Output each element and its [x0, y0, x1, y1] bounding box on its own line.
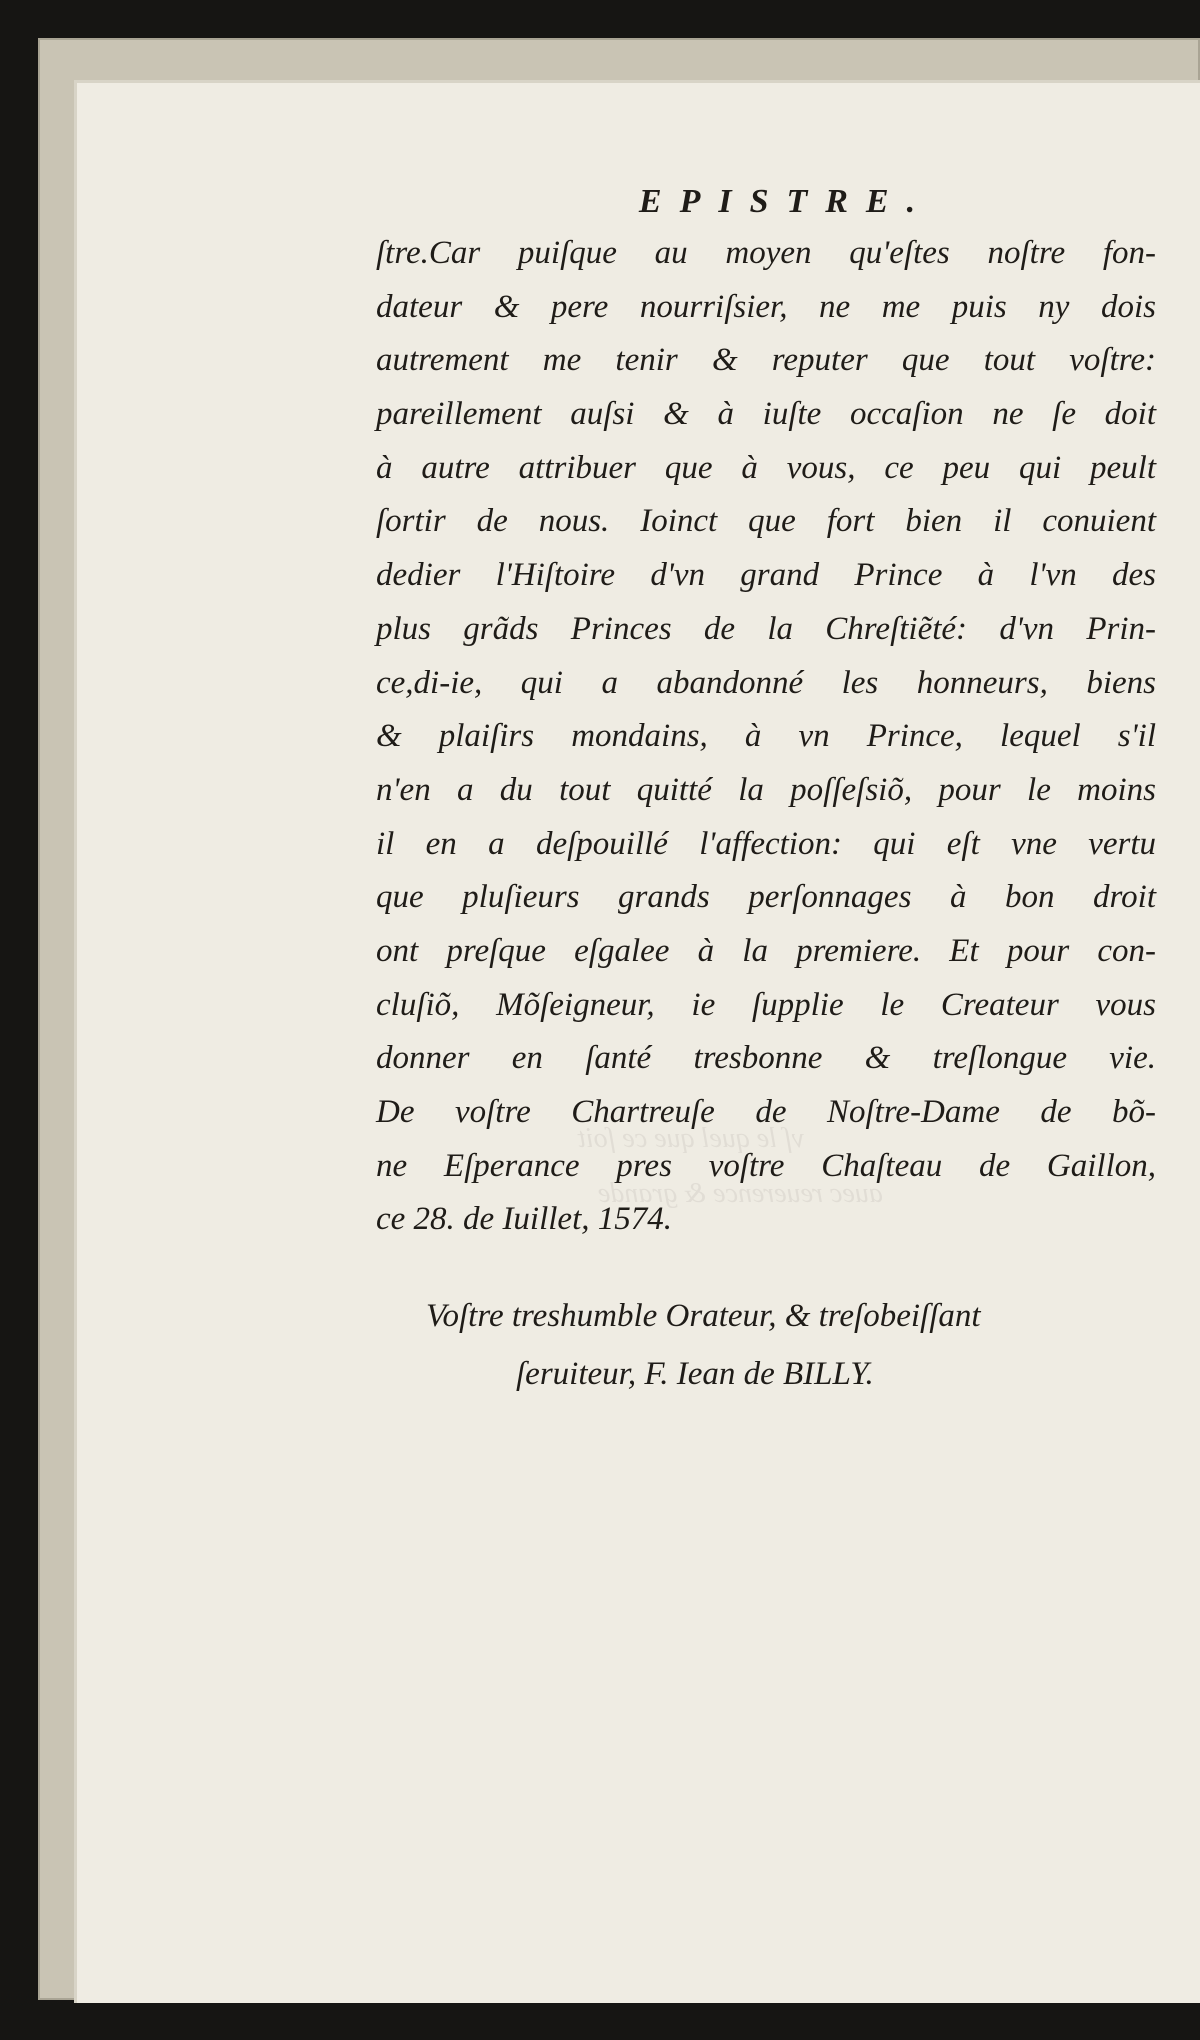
show-through-text: vſ le quel que ce ſoit	[578, 1123, 805, 1154]
text-line: donner en ſanté tresbonne & treſlongue vie.	[376, 1040, 1156, 1077]
signature-block	[376, 1287, 1156, 1403]
text-line: plus grãds Princes de la Chreſtiẽté: d'vn Prin-	[376, 610, 1156, 647]
signoff-line: ſeruiteur, F. Iean de BILLY.	[516, 1356, 874, 1393]
text-line: ce 28. de Iuillet, 1574.	[376, 1201, 673, 1238]
text-line: ne Eſperance pres voſtre Chaſteau de Gaillon,	[376, 1147, 1156, 1184]
text-line: ont preſque eſgalee à la premiere. Et pour con-	[376, 932, 1156, 969]
text-line: De voſtre Chartreuſe de Noſtre-Dame de bõ-	[376, 1094, 1156, 1130]
text-line: & plaiſirs mondains, à vn Prince, lequel s'il	[376, 718, 1156, 755]
text-line: dateur & pere nourriſsier, ne me puis ny dois	[376, 288, 1156, 325]
book-page	[38, 38, 1200, 2000]
epistle-text	[376, 183, 1156, 1403]
text-line: dedier l'Hiſtoire d'vn grand Prince à l'vn des	[376, 557, 1156, 594]
text-line: cluſiõ, Mõſeigneur, ie ſupplie le Createur vous	[376, 986, 1156, 1023]
text-line: il en a deſpouillé l'affection: qui eſt vne vertu	[376, 825, 1156, 862]
signoff-line: Voſtre treshumble Orateur, & treſobeiſſant	[426, 1298, 981, 1335]
running-head: EPISTRE.	[638, 183, 934, 220]
text-line: pareillement auſsi & à iuſte occaſion ne ſe doit	[376, 396, 1156, 433]
text-line: autrement me tenir & reputer que tout voſtre:	[376, 342, 1156, 379]
text-line: ce,di-ie, qui a abandonné les honneurs, biens	[376, 664, 1156, 701]
text-line: ſtre.Car puiſque au moyen qu'eſtes noſtre fon-	[376, 235, 1156, 271]
text-line: n'en a du tout quitté la poſſeſsiõ, pour le moins	[376, 771, 1156, 808]
text-line: ſortir de nous. Ioinct que fort bien il conuient	[376, 503, 1156, 540]
epistle-body	[376, 227, 1156, 1247]
text-line: que pluſieurs grands perſonnages à bon droit	[376, 879, 1156, 916]
show-through-text: auec reuerence & grande	[598, 1178, 883, 1209]
text-line: à autre attribuer que à vous, ce peu qui peult	[376, 449, 1156, 486]
